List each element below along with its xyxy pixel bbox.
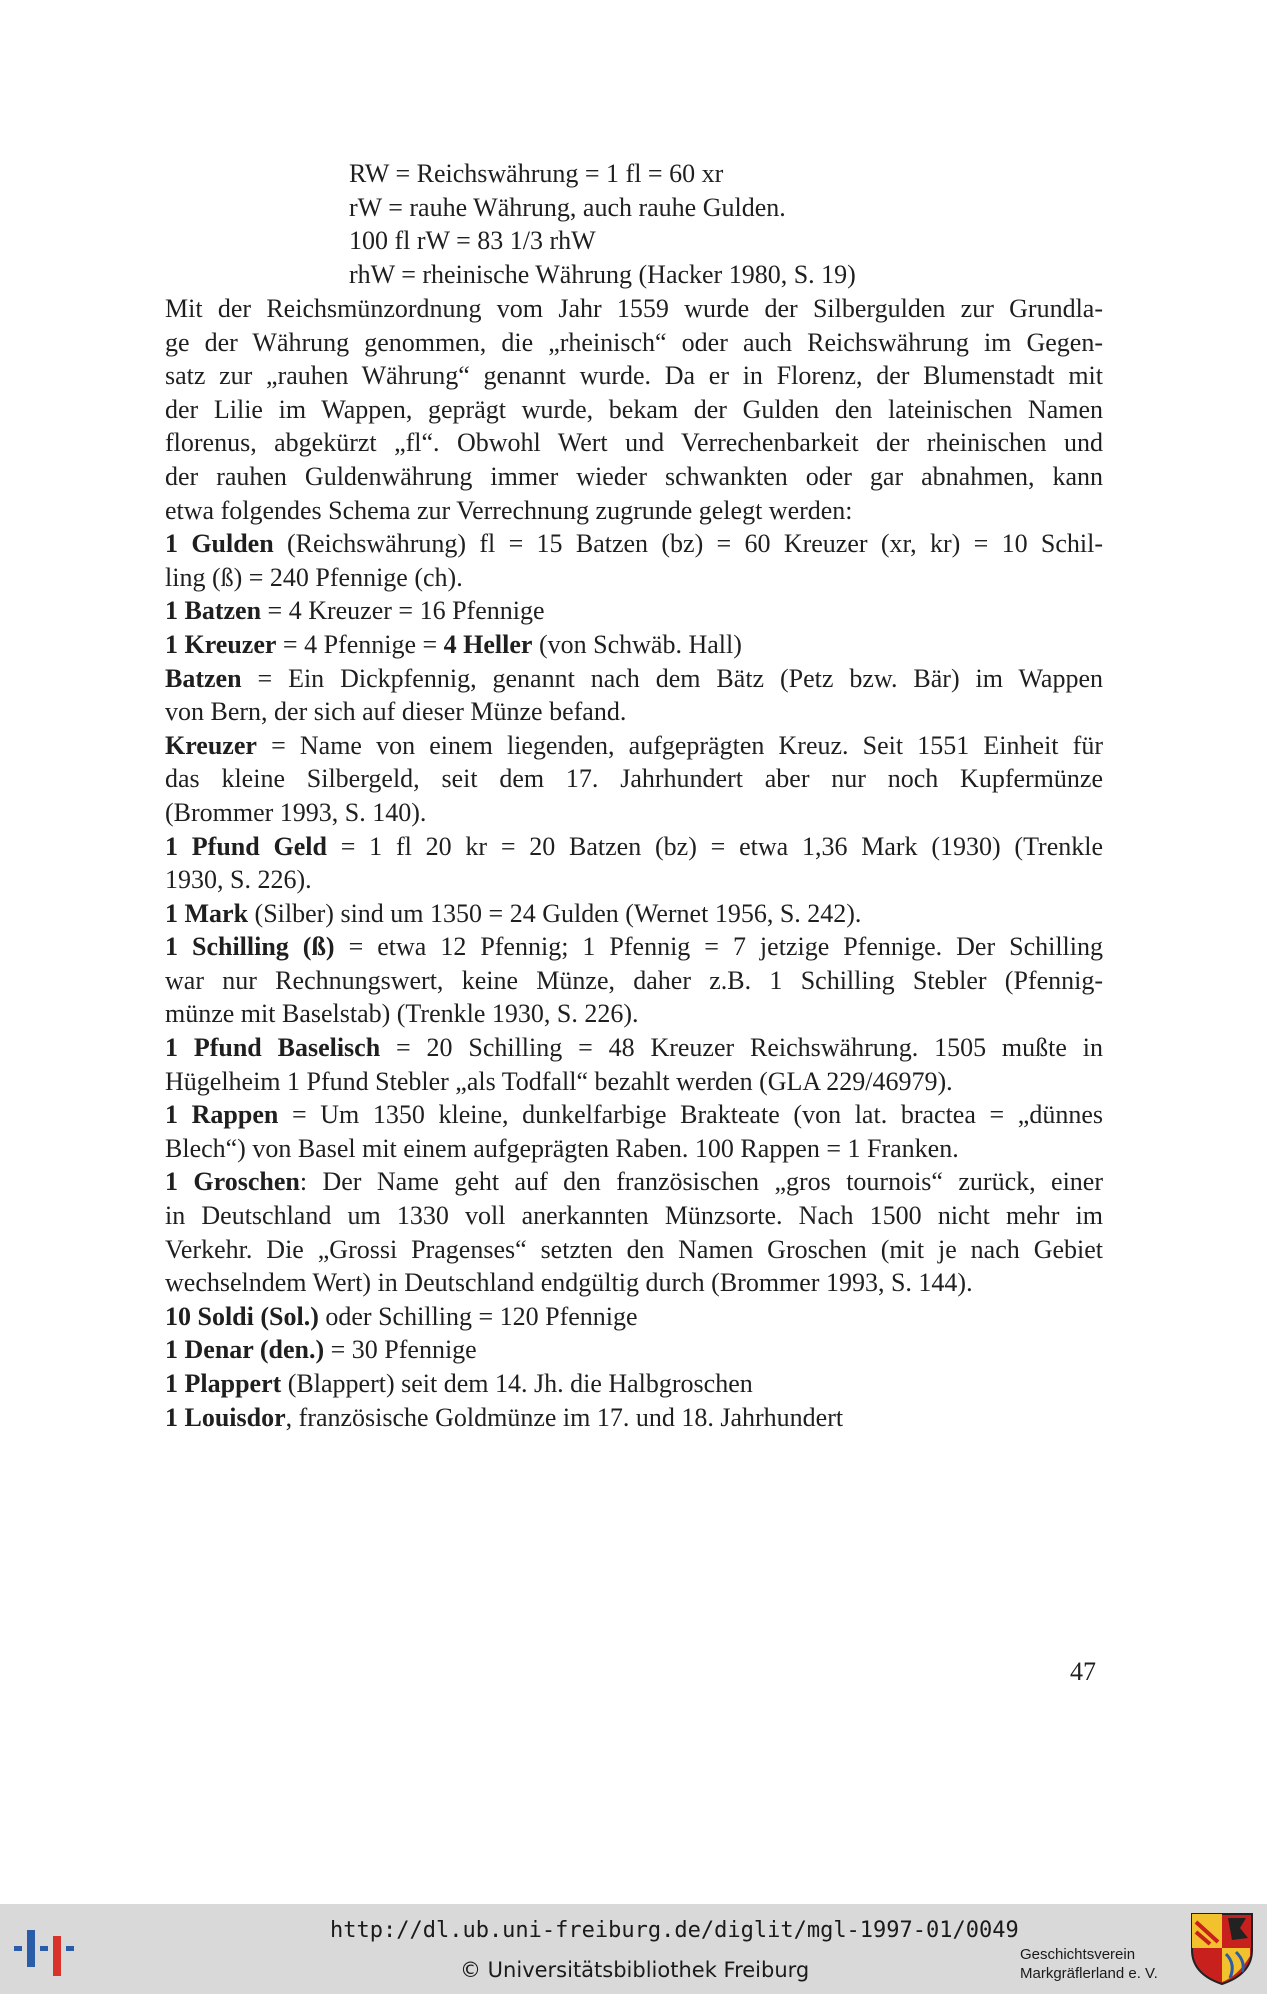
body-text-span: ling (ß) = 240 Pfennige (ch). [165,562,463,592]
body-line [165,359,1103,393]
body-text-span: Verkehr. Die „Grossi Pragenses“ setzten den Namen Groschen (mit je nach Gebiet [165,1234,1103,1264]
document-url-link[interactable]: http://dl.ub.uni-freiburg.de/diglit/mgl-1997-01/0049 [330,1918,1019,1943]
body-line [165,1031,1103,1065]
body-line [165,1333,1103,1367]
body-text-span: oder Schilling = 120 Pfennige [318,1301,638,1331]
term-heading: 1 Batzen [165,596,262,626]
body-line [165,426,1103,460]
term-heading: 1 Louisdor [165,1402,286,1432]
body-line [165,796,1103,830]
body-line [165,527,1103,561]
body-line [165,930,1103,964]
body-text-span: = 4 Kreuzer = 16 Pfennige [261,596,545,626]
body-text-span: von Bern, der sich auf dieser Münze befand. [165,697,627,727]
body-line [165,997,1103,1031]
body-line [165,1233,1103,1267]
body-line [165,494,1103,528]
body-text-span: = 20 Schilling = 48 Kreuzer Reichswährung. 1505 mußte in [380,1033,1103,1063]
term-heading: 1 Groschen [165,1167,300,1197]
body-text-span: der Lilie im Wappen, geprägt wurde, bekam der Gulden den lateinischen Namen [165,394,1103,424]
society-name[interactable] [1020,1945,1190,1983]
body-text-span: satz zur „rauhen Währung“ genannt wurde. Da er in Florenz, der Blumenstadt mit [165,361,1103,391]
body-text-span: wechselndem Wert) in Deutschland endgültig durch (Brommer 1993, S. 144). [165,1268,973,1298]
society-name-line1: Geschichtsverein [1020,1946,1136,1963]
term-heading: 1 Kreuzer [165,629,277,659]
body-text-span: (Silber) sind um 1350 = 24 Gulden (Wernet 1956, S. 242). [248,898,862,928]
body-line [165,1401,1103,1435]
copyright-notice: © Universitätsbibliothek Freiburg [460,1958,810,1982]
body-text-span: das kleine Silbergeld, seit dem 17. Jahrhundert aber nur noch Kupfermünze [165,764,1103,794]
body-line [165,695,1103,729]
term-heading: 1 Plappert [165,1369,282,1398]
ub-freiburg-logo-icon[interactable] [14,1914,84,1984]
definition-line: RW = Reichswährung = 1 fl = 60 xr [349,159,724,188]
term-heading: 4 Heller [443,629,533,659]
body-line [165,1065,1103,1099]
definition-line: 100 fl rW = 83 1/3 rhW [349,226,596,255]
term-heading: 1 Pfund Baselisch [165,1033,381,1063]
body-line [165,326,1103,360]
body-text-span: (Blappert) seit dem 14. Jh. die Halbgroschen [281,1369,753,1398]
page-number: 47 [1070,1657,1096,1686]
body-line [165,1165,1103,1199]
body-text-span: = Name von einem liegenden, aufgeprägten Kreuz. Seit 1551 Einheit für [256,730,1103,760]
term-heading: Kreuzer [165,730,257,760]
term-heading: 1 Mark [165,898,249,928]
body-line [165,1367,1103,1401]
body-text-span: : Der Name geht auf den französischen „gros tournois“ zurück, einer [299,1167,1104,1197]
body-text-span: münze mit Baselstab) (Trenkle 1930, S. 226). [165,999,639,1029]
term-heading: 10 Soldi (Sol.) [165,1301,319,1331]
body-line [165,964,1103,998]
body-text-span: = 4 Pfennige = [276,629,444,659]
body-text-span: der rauhen Guldenwährung immer wieder schwankten oder gar abnahmen, kann [165,461,1103,491]
body-line [165,292,1103,326]
body-text-span: (Reichswährung) fl = 15 Batzen (bz) = 60 Kreuzer (xr, kr) = 10 Schil- [273,529,1103,559]
definition-line: rhW = rheinische Währung (Hacker 1980, S. 19) [349,259,856,289]
body-text-span: in Deutschland um 1330 voll anerkannten Münzsorte. Nach 1500 nicht mehr im [165,1201,1103,1231]
body-line [165,729,1103,763]
society-name-line2: Markgräflerland e. V. [1020,1965,1158,1982]
body-line [165,1098,1103,1132]
body-line [165,628,1103,662]
body-line [165,762,1103,796]
body-line [165,1132,1103,1166]
body-text-span: war nur Rechnungswert, keine Münze, daher z.B. 1 Schilling Stebler (Pfennig- [165,965,1103,995]
currency-definitions [349,157,1109,291]
body-text-span: (Brommer 1993, S. 140). [165,797,427,827]
term-heading: 1 Gulden [165,529,274,559]
term-heading: 1 Rappen [165,1100,279,1130]
body-text-span: Mit der Reichsmünzordnung vom Jahr 1559 wurde der Silbergulden zur Grundla- [165,294,1103,323]
body-text-span: Blech“) von Basel mit einem aufgeprägten Raben. 100 Rappen = 1 Franken. [165,1133,959,1163]
body-line [165,393,1103,427]
body-text-span: etwa folgendes Schema zur Verrechnung zugrunde gelegt werden: [165,495,853,525]
term-heading: Batzen [165,663,242,693]
society-crest-icon[interactable] [1190,1912,1254,1986]
body-line [165,1199,1103,1233]
body-text-span: 1930, S. 226). [165,865,312,895]
body-text-span: = Um 1350 kleine, dunkelfarbige Brakteate (von lat. bractea = „dünnes [278,1100,1103,1130]
body-text [165,292,1103,1434]
body-text-span: Hügelheim 1 Pfund Stebler „als Todfall“ bezahlt werden (GLA 229/46979). [165,1066,953,1096]
body-text-span: ge der Währung genommen, die „rheinisch“ oder auch Reichswährung im Gegen- [165,327,1103,357]
body-line [165,460,1103,494]
body-line [165,594,1103,628]
body-line [165,1300,1103,1334]
body-line [165,1266,1103,1300]
term-heading: 1 Denar (den.) [165,1335,325,1365]
body-line [165,863,1103,897]
body-line [165,830,1103,864]
body-text-span: = Ein Dickpfennig, genannt nach dem Bätz (Petz bzw. Bär) im Wappen [241,663,1103,693]
body-text-span: , französische Goldmünze im 17. und 18. Jahrhundert [285,1402,844,1432]
body-text-span: = 1 fl 20 kr = 20 Batzen (bz) = etwa 1,36 Mark (1930) (Trenkle [326,831,1104,861]
body-text-span: (von Schwäb. Hall) [532,629,742,659]
body-line [165,662,1103,696]
body-text-span: florenus, abgekürzt „fl“. Obwohl Wert und Verrechenbarkeit der rheinischen und [165,428,1103,458]
body-line [165,897,1103,931]
term-heading: 1 Pfund Geld [165,831,327,861]
definition-line: rW = rauhe Währung, auch rauhe Gulden. [349,192,786,222]
body-line [165,561,1103,595]
body-text-span: = etwa 12 Pfennig; 1 Pfennig = 7 jetzige Pfennige. Der Schilling [334,932,1104,962]
body-text-span: = 30 Pfennige [324,1335,477,1365]
term-heading: 1 Schilling (ß) [165,932,335,962]
